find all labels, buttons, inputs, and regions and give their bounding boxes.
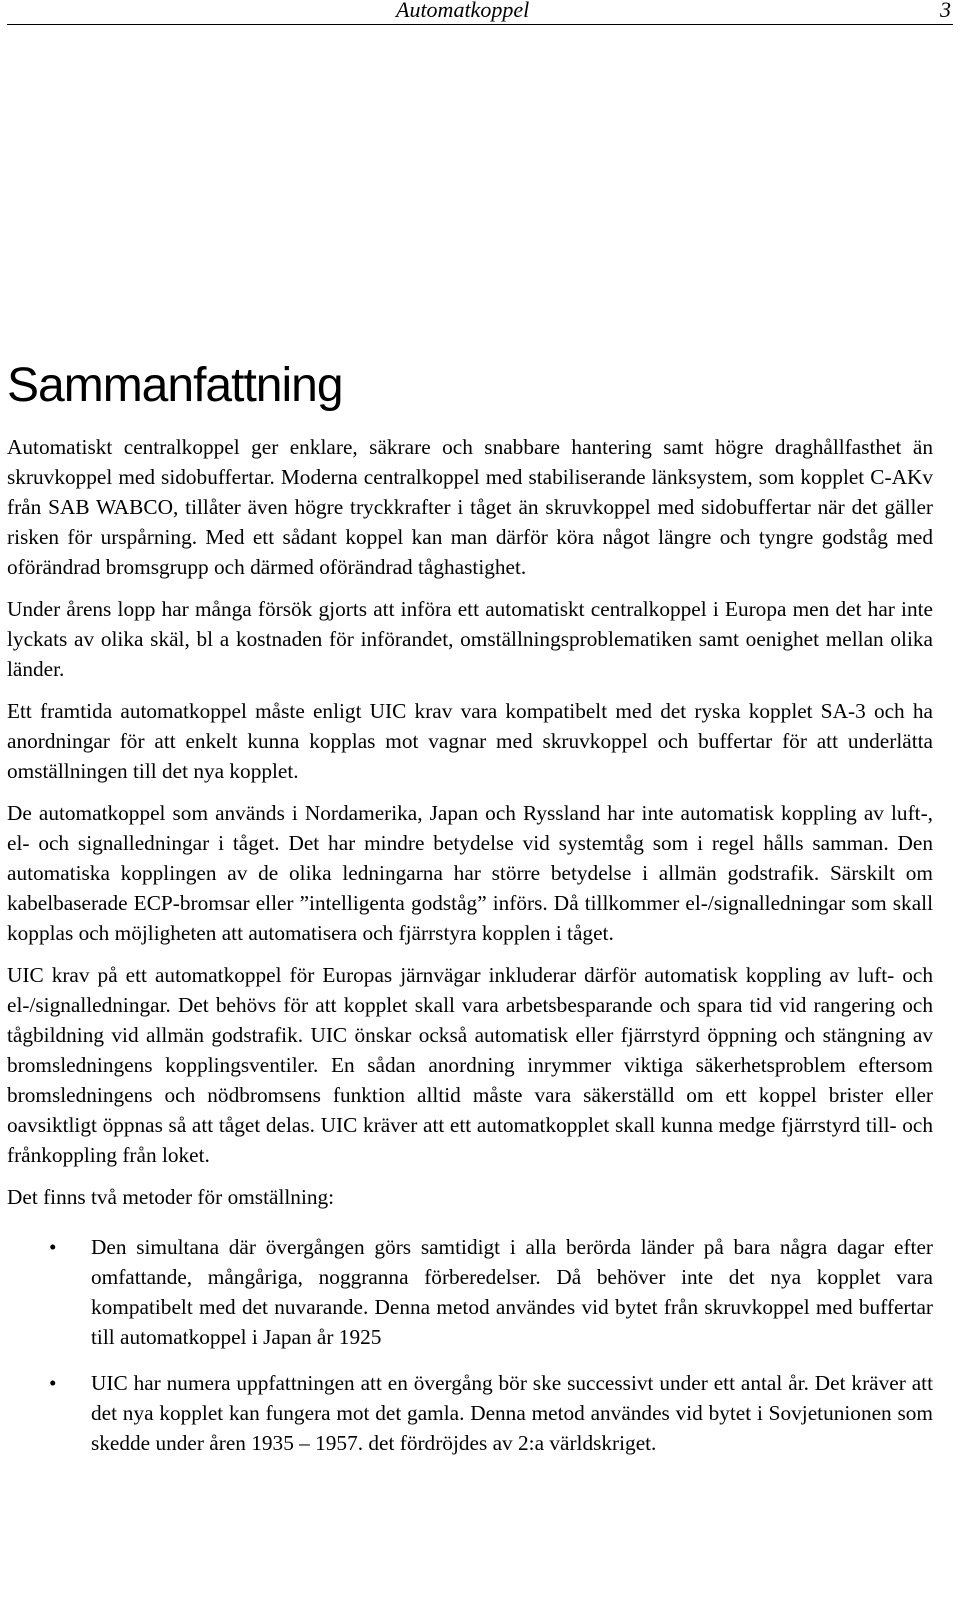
list-item (7, 1232, 933, 1352)
page-header (7, 0, 953, 25)
document-body (7, 358, 933, 1474)
paragraph-1: Automatiskt centralkoppel ger enklare, säkrare och snabbare hantering samt högre draghållfasthet än skruvkoppel med sidobuffertar. Moderna centralkoppel med stabiliserande länksystem, som kopplet C-AKv från SAB WABCO, tillåter även högre tryckkrafter i tåget än skruvkoppel med sidobuffertar när det gäller risken för urspårning. Med ett sådant koppel kan man därför köra något längre och tyngre godståg med oförändrad bromsgrupp och därmed oförändrad tåghastighet. (7, 435, 933, 579)
paragraph-5: UIC krav på ett automatkoppel för Europas järnvägar inkluderar därför automatisk koppling av luft- och el-/signalledningar. Det behövs för att kopplet skall vara arbetsbesparande och spara tid vid rangering och tågbildning vid allmän godstrafik. UIC önskar också automatisk eller fjärrstyrd öppning och stängning av bromsledningens kopplingsventiler. En sådan anordning inrymmer viktiga säkerhetsproblem eftersom bromsledningens och nödbromsens funktion alltid måste vara säkerställd om ett koppel brister eller oavsiktligt öppnas så att tåget delas. UIC kräver att ett automatkopplet skall kunna medge fjärrstyrd till- och frånkoppling från loket. (7, 963, 933, 1167)
paragraph-4: De automatkoppel som används i Nordamerika, Japan och Ryssland har inte automatisk koppling av luft-, el- och signalledningar i tåget. Det har mindre betydelse vid systemtåg som i regel hålls samman. Den automatiska kopplingen av de olika ledningarna har större betydelse i allmän godstrafik. Särskilt om kabelbaserade ECP-bromsar eller ”intelligenta godståg” införs. Då tillkommer el-/signalledningar som skall kopplas och möjligheten att automatisera och fjärrstyra kopplen i tåget. (7, 801, 933, 945)
page-number: 3 (940, 0, 951, 22)
bullet-list (7, 1232, 933, 1458)
list-item (7, 1368, 933, 1458)
paragraph-2: Under årens lopp har många försök gjorts att införa ett automatiskt centralkoppel i Europa men det har inte lyckats av olika skäl, bl a kostnaden för införandet, omställningsproblematiken samt oenighet mellan olika länder. (7, 597, 933, 681)
section-heading: Sammanfattning (7, 359, 343, 412)
list-item-text: UIC har numera uppfattningen att en övergång bör ske successivt under ett antal år. Det kräver att det nya kopplet kan fungera mot det gamla. Denna metod användes vid bytet i Sovjetunionen som skedde under åren 1935 – 1957. det fördröjdes av 2:a världskriget. (91, 1371, 933, 1455)
paragraph-3: Ett framtida automatkoppel måste enligt UIC krav vara kompatibelt med det ryska kopplet SA-3 och ha anordningar för att enkelt kunna kopplas mot vagnar med skruvkoppel och buffertar för att underlätta omställningen till det nya kopplet. (7, 699, 933, 783)
paragraph-6: Det finns två metoder för omställning: (7, 1185, 335, 1209)
list-item-text: Den simultana där övergången görs samtidigt i alla berörda länder på bara några dagar efter omfattande, mångåriga, noggranna förberedelser. Då behöver inte det nya kopplet vara kompatibelt med det nuvarande. Denna metod användes vid bytet från skruvkoppel med buffertar till automatkoppel i Japan år 1925 (91, 1235, 933, 1349)
bullet-icon: • (49, 1371, 57, 1395)
running-title: Automatkoppel (396, 0, 530, 22)
bullet-icon: • (49, 1235, 57, 1259)
